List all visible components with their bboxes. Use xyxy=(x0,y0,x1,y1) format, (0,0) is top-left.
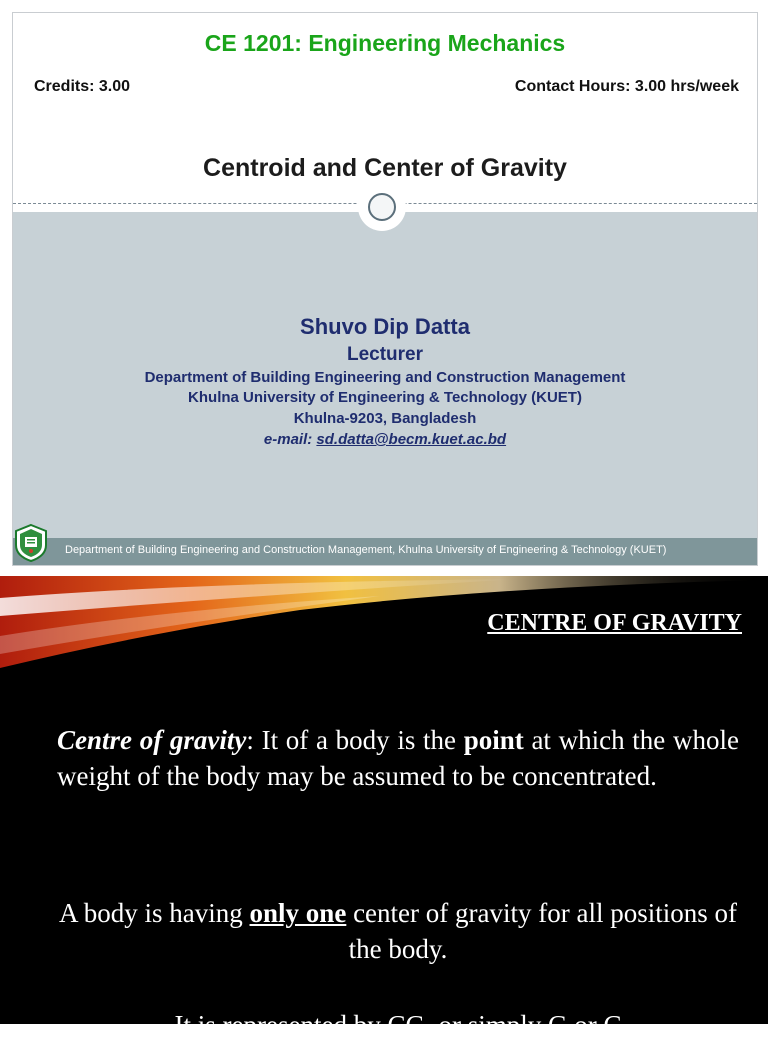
footer-bar xyxy=(13,538,757,565)
credits-label: Credits: 3.00 xyxy=(34,78,131,95)
term: Centre of gravity xyxy=(57,725,247,755)
presenter-email-line xyxy=(13,431,757,448)
presenter-department: Department of Building Engineering and Construction Management xyxy=(144,369,626,386)
uniqueness-text-a: A body is having xyxy=(59,898,250,928)
definition-text-b: at which the whole weight of the body may be assumed to be concentrated. xyxy=(57,725,739,791)
uniqueness-emphasis: only one xyxy=(249,898,347,928)
email-link[interactable]: sd.datta@becm.kuet.ac.bd xyxy=(316,431,507,448)
footer-text: Department of Building Engineering and Construction Management, Khulna University of Engineering & Technology (KUET) xyxy=(65,544,667,556)
course-title: CE 1201: Engineering Mechanics xyxy=(204,30,566,56)
definition-paragraph xyxy=(57,722,739,794)
presenter-city: Khulna-9203, Bangladesh xyxy=(293,410,477,427)
presenter-university: Khulna University of Engineering & Technology (KUET) xyxy=(188,389,582,406)
content-slide xyxy=(0,576,768,1040)
lecture-title: Centroid and Center of Gravity xyxy=(203,154,567,182)
contact-hours-label: Contact Hours: 3.00 hrs/week xyxy=(514,78,739,95)
slide-heading: CENTRE OF GRAVITY xyxy=(487,610,742,636)
circle-ring xyxy=(368,193,396,221)
title-slide xyxy=(12,12,758,566)
representation-paragraph: It is represented by CG. or simply G or C xyxy=(174,1010,622,1040)
uniqueness-paragraph xyxy=(40,895,756,967)
definition-bold: point xyxy=(463,725,524,755)
email-label: e-mail: xyxy=(263,431,317,448)
kuet-logo-icon xyxy=(13,523,49,563)
presenter-name: Shuvo Dip Datta xyxy=(300,314,470,339)
divider-circle-icon xyxy=(358,183,406,231)
title-header-area xyxy=(13,13,757,204)
presenter-role: Lecturer xyxy=(346,344,424,365)
definition-text-a: : It of a body is the xyxy=(246,725,464,755)
uniqueness-text-b: center of gravity for all positions of the body. xyxy=(346,898,737,964)
